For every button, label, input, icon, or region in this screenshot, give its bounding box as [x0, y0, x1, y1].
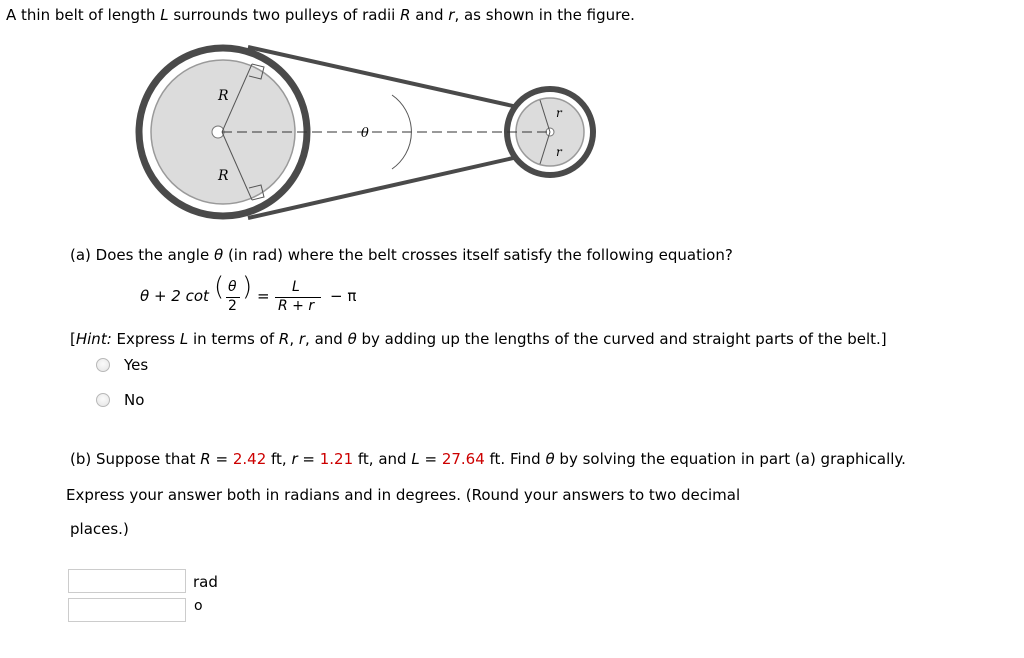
theta-numerator: θ: [228, 279, 237, 295]
label-R-top: R: [218, 88, 229, 104]
paren-open: (: [214, 272, 225, 302]
minus-pi: − π: [330, 287, 357, 305]
hint-body: Express: [111, 330, 180, 348]
intro-text: and: [410, 6, 449, 24]
R-plus-r-denominator: R + r: [278, 298, 315, 314]
choice-yes-label[interactable]: Yes: [124, 356, 149, 374]
var-L: L: [411, 450, 420, 468]
part-b-text: ft. Find: [484, 450, 546, 468]
theta-symbol: θ: [347, 330, 357, 348]
R-value: 2.42: [232, 450, 267, 468]
part-b-text: by solving the equation in part (a) graphically.: [554, 450, 906, 468]
radio-yes[interactable]: [96, 358, 110, 372]
part-b-text: =: [210, 450, 233, 468]
rad-unit-label: rad: [193, 573, 218, 591]
part-a-text: (in rad) where the belt crosses itself satisfy the following equation?: [223, 246, 733, 264]
part-b-text: ft,: [266, 450, 292, 468]
intro-text: , as shown in the figure.: [454, 6, 635, 24]
degree-unit-label: o: [194, 598, 203, 614]
label-r-top: r: [556, 106, 562, 120]
r-value: 1.21: [319, 450, 354, 468]
problem-statement: [6, 6, 635, 24]
intro-text: surrounds two pulleys of radii: [168, 6, 401, 24]
label-R-bottom: R: [218, 168, 229, 184]
hint-body: , and: [305, 330, 348, 348]
var-r: r: [298, 330, 306, 348]
var-R: R: [400, 6, 411, 24]
L-value: 27.64: [441, 450, 485, 468]
theta-symbol: θ: [545, 450, 555, 468]
part-b-text: (b) Suppose that: [70, 450, 201, 468]
hint-body: by adding up the lengths of the curved and straight parts of the belt.]: [356, 330, 887, 348]
hint-text: [70, 330, 887, 348]
part-b-question: [70, 450, 906, 468]
hint-bracket: [: [70, 330, 76, 348]
hint-body: ,: [289, 330, 299, 348]
choice-no[interactable]: [96, 391, 144, 409]
part-b-instructions: Express your answer both in radians and in degrees. (Round your answers to two decimal: [66, 486, 741, 504]
choice-yes[interactable]: [96, 356, 148, 374]
equation-lhs-text: θ + 2 cot: [140, 287, 209, 305]
var-R: R: [200, 450, 211, 468]
answer-rad-input[interactable]: [68, 569, 186, 593]
part-b-text: =: [419, 450, 442, 468]
label-theta: θ: [361, 126, 369, 141]
var-L: L: [179, 330, 189, 348]
var-R: R: [278, 330, 290, 348]
part-a-text: (a) Does the angle: [70, 246, 214, 264]
equals-sign: =: [257, 287, 270, 305]
part-a-question: [70, 246, 733, 264]
hint-body: in terms of: [188, 330, 279, 348]
two-denominator: 2: [228, 298, 237, 314]
paren-close: ): [242, 272, 253, 302]
var-L: L: [160, 6, 169, 24]
label-r-bottom: r: [556, 145, 562, 159]
var-r: r: [448, 6, 455, 24]
intro-text: A thin belt of length: [6, 6, 161, 24]
choice-no-label[interactable]: No: [124, 391, 145, 409]
equation-lhs: [140, 287, 209, 305]
theta-symbol: θ: [213, 246, 224, 264]
pulley-figure: [130, 44, 610, 224]
answer-deg-input[interactable]: [68, 598, 186, 622]
part-b-instructions: places.): [70, 520, 129, 538]
part-b-text: =: [297, 450, 320, 468]
hint-label: Hint:: [75, 330, 112, 348]
radio-no[interactable]: [96, 393, 110, 407]
var-r: r: [291, 450, 298, 468]
L-numerator: L: [292, 279, 300, 295]
part-b-text: ft, and: [353, 450, 412, 468]
